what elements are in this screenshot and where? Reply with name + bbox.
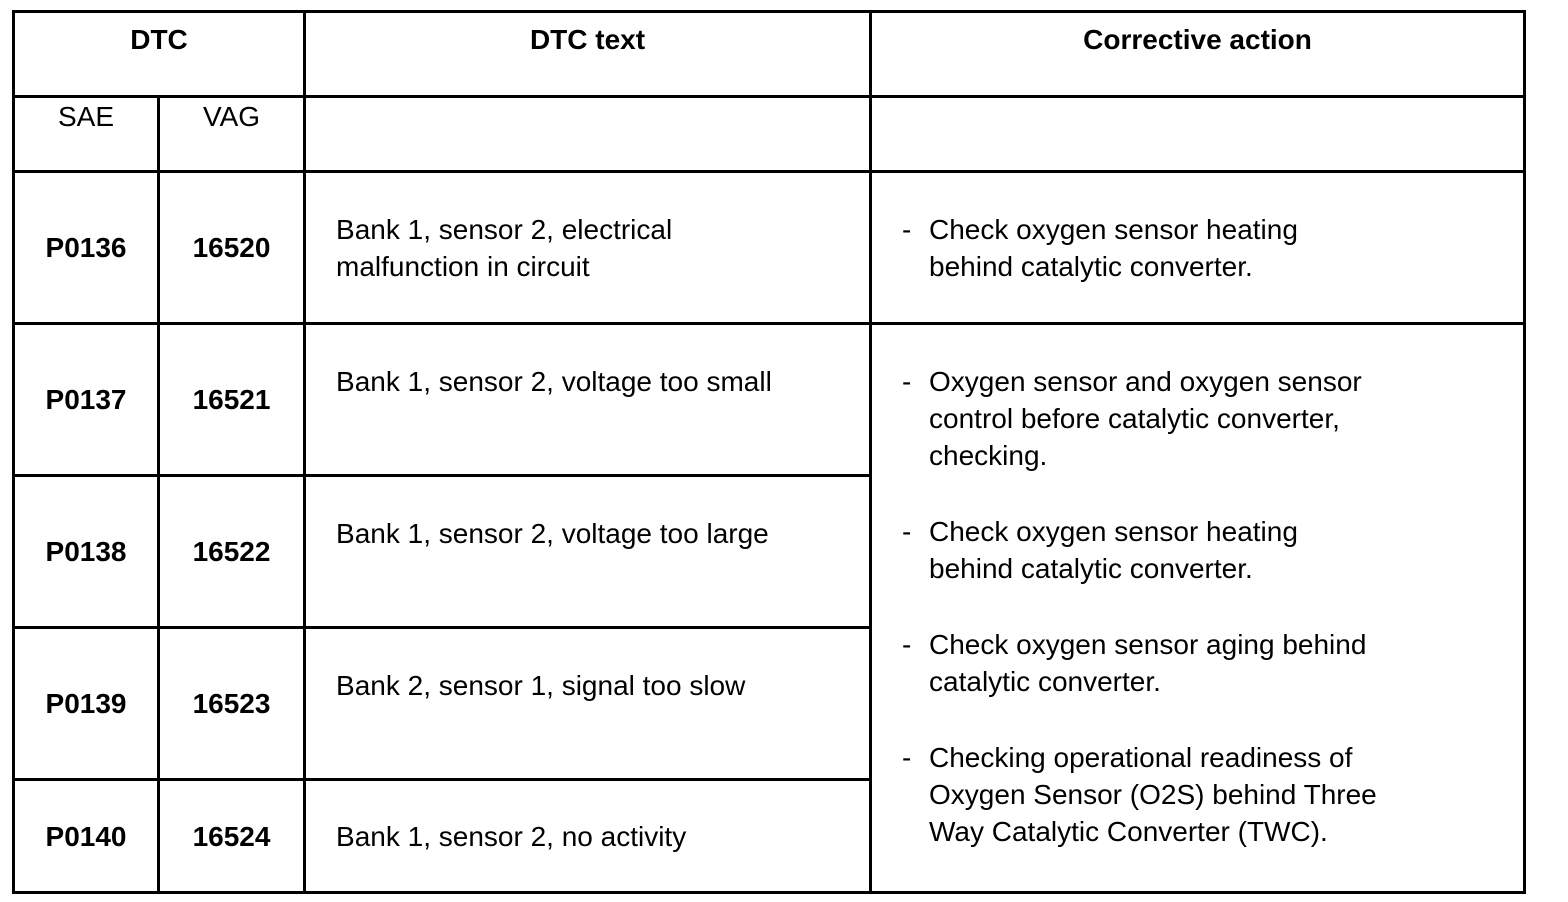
corrective-action-header: Corrective action [871, 12, 1525, 97]
dtc-text-header: DTC text [305, 12, 871, 97]
sae-subheader: SAE [14, 97, 159, 172]
action-cell-group [871, 324, 1525, 893]
dtc-text-line: Bank 1, sensor 2, no activity [336, 820, 687, 852]
dtc-text-line: Bank 1, sensor 2, electrical [336, 213, 673, 245]
table-row [14, 172, 1525, 324]
action-line: Checking operational readiness of [929, 742, 1353, 773]
dtc-text-cell [305, 780, 871, 893]
action-item [902, 739, 1523, 850]
action-line: Check oxygen sensor heating [929, 213, 1298, 245]
vag-subheader: VAG [159, 97, 305, 172]
dtc-text-line: malfunction in circuit [336, 250, 590, 282]
dash-bullet: - [902, 742, 912, 773]
sae-code-cell: P0137 [14, 324, 159, 476]
vag-code-cell: 16523 [159, 628, 305, 780]
action-line: control before catalytic converter, [929, 403, 1340, 434]
dash-bullet: - [902, 516, 912, 547]
vag-code-cell: 16522 [159, 476, 305, 628]
dash-bullet: - [902, 213, 912, 245]
dtc-text-cell [305, 172, 871, 324]
subheader-row [14, 97, 1525, 172]
action-item [902, 626, 1523, 700]
vag-code-cell: 16524 [159, 780, 305, 893]
dtc-text-cell [305, 476, 871, 628]
sae-code-cell: P0136 [14, 172, 159, 324]
action-item [902, 211, 1523, 285]
action-line: behind catalytic converter. [929, 250, 1253, 282]
action-line: catalytic converter. [929, 666, 1161, 697]
action-line: Oxygen sensor and oxygen sensor [929, 366, 1362, 397]
dtc-header: DTC [14, 12, 305, 97]
table-row [14, 324, 1525, 476]
action-line: Check oxygen sensor heating [929, 516, 1298, 547]
empty-cell [305, 97, 871, 172]
action-item [902, 513, 1523, 587]
action-line: Oxygen Sensor (O2S) behind Three [929, 779, 1377, 810]
dash-bullet: - [902, 366, 912, 397]
dtc-text-line: Bank 1, sensor 2, voltage too large [336, 518, 769, 549]
dtc-text-cell [305, 324, 871, 476]
sae-code-cell: P0140 [14, 780, 159, 893]
empty-cell [871, 97, 1525, 172]
header-row [14, 12, 1525, 97]
action-cell [871, 172, 1525, 324]
vag-code-cell: 16520 [159, 172, 305, 324]
action-line: checking. [929, 440, 1048, 471]
vag-code-cell: 16521 [159, 324, 305, 476]
dtc-table [12, 10, 1526, 894]
sae-code-cell: P0139 [14, 628, 159, 780]
action-item [902, 363, 1523, 474]
dtc-text-line: Bank 1, sensor 2, voltage too small [336, 366, 772, 397]
action-line: Check oxygen sensor aging behind [929, 629, 1367, 660]
dtc-text-line: Bank 2, sensor 1, signal too slow [336, 670, 746, 701]
dash-bullet: - [902, 629, 912, 660]
action-line: behind catalytic converter. [929, 553, 1253, 584]
dtc-text-cell [305, 628, 871, 780]
action-line: Way Catalytic Converter (TWC). [929, 816, 1328, 847]
sae-code-cell: P0138 [14, 476, 159, 628]
